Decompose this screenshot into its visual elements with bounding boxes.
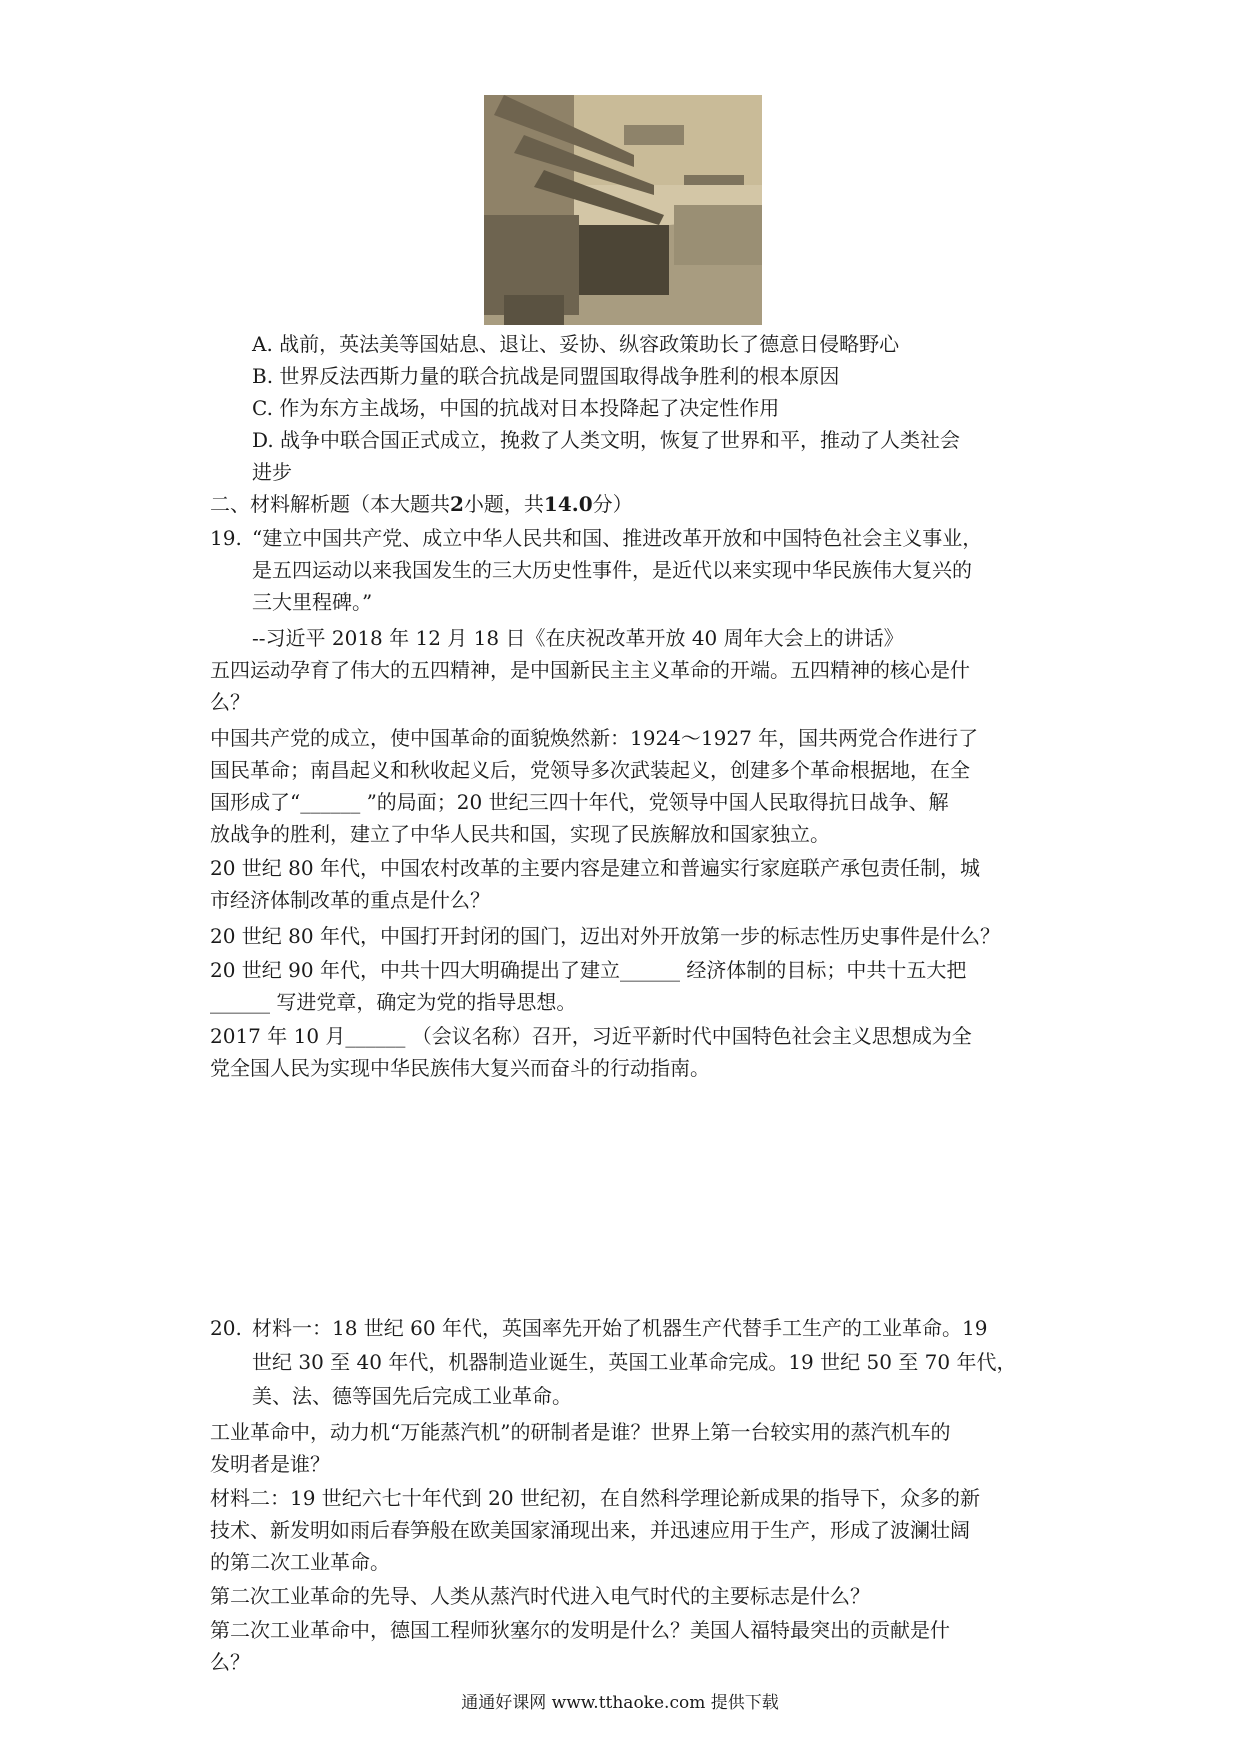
q20-material-1: 材料一：18 世纪 60 年代，英国率先开始了机器生产代替手工生产的工业革命。19 — [252, 1316, 988, 1340]
option-c: C. 作为东方主战场，中国的抗战对日本投降起了决定性作用 — [252, 396, 780, 420]
q20-question-3: 么？ — [210, 1650, 250, 1674]
page-footer: 通通好课网 www.tthaoke.com 提供下载 — [461, 1693, 779, 1713]
q19-part-3: 市经济体制改革的重点是什么？ — [210, 888, 490, 912]
q19-part-1: 五四运动孕育了伟大的五四精神，是中国新民主主义革命的开端。五四精神的核心是什 — [210, 658, 970, 682]
q19-part-4: 20 世纪 80 年代，中国打开封闭的国门，迈出对外开放第一步的标志性历史事件是什么？ — [210, 924, 1000, 948]
q20-material-2: 技术、新发明如雨后春笋般在欧美国家涌现出来，并迅速应用于生产，形成了波澜壮阔 — [210, 1518, 970, 1542]
q20-question-1: 发明者是谁？ — [210, 1452, 330, 1476]
option-a: A. 战前，英法美等国姑息、退让、妥协、纵容政策助长了德意日侵略野心 — [252, 332, 900, 356]
q19-part-5: ______ 写进党章，确定为党的指导思想。 — [210, 990, 577, 1014]
q20-question-2: 第二次工业革命的先导、人类从蒸汽时代进入电气时代的主要标志是什么？ — [210, 1584, 870, 1608]
q20-question-3: 第二次工业革命中，德国工程师狄塞尔的发明是什么？美国人福特最突出的贡献是什 — [210, 1618, 950, 1642]
q19-part-6: 党全国人民为实现中华民族伟大复兴而奋斗的行动指南。 — [210, 1056, 710, 1080]
q20-question-1: 工业革命中，动力机“万能蒸汽机”的研制者是谁？世界上第一台较实用的蒸汽机车的 — [210, 1420, 951, 1444]
option-d-continued: 进步 — [252, 460, 292, 484]
q19-part-3: 20 世纪 80 年代，中国农村改革的主要内容是建立和普遍实行家庭联产承包责任制，城 — [210, 856, 980, 880]
q19-part-6: 2017 年 10 月______ （会议名称）召开，习近平新时代中国特色社会主义思想成为全 — [210, 1024, 972, 1048]
option-d: D. 战争中联合国正式成立，挽救了人类文明，恢复了世界和平，推动了人类社会 — [252, 428, 961, 452]
surrender-ceremony-photo — [484, 95, 762, 325]
q19-quote: 是五四运动以来我国发生的三大历史性事件，是近代以来实现中华民族伟大复兴的 — [252, 558, 972, 582]
question-19-number: 19. — [210, 526, 242, 550]
q19-part-2: 国形成了“______ ”的局面；20 世纪三四十年代，党领导中国人民取得抗日战争、解 — [210, 790, 949, 814]
q19-quote: 三大里程碑。” — [252, 590, 373, 614]
q19-part-1: 么？ — [210, 690, 250, 714]
q20-material-2: 的第二次工业革命。 — [210, 1550, 390, 1574]
q19-part-2: 中国共产党的成立，使中国革命的面貌焕然新：1924～1927 年，国共两党合作进行了 — [210, 726, 979, 750]
q20-material-1: 世纪 30 至 40 年代，机器制造业诞生，英国工业革命完成。19 世纪 50 至 70 年代， — [252, 1350, 1017, 1374]
section-heading: 二、材料解析题（本大题共2小题，共14.0分） — [210, 492, 633, 516]
q19-source: --习近平 2018 年 12 月 18 日《在庆祝改革开放 40 周年大会上的讲话》 — [252, 626, 904, 650]
q19-part-2: 国民革命；南昌起义和秋收起义后，党领导多次武装起义，创建多个革命根据地，在全 — [210, 758, 970, 782]
option-b: B. 世界反法西斯力量的联合抗战是同盟国取得战争胜利的根本原因 — [252, 364, 840, 388]
q20-material-2: 材料二：19 世纪六七十年代到 20 世纪初，在自然科学理论新成果的指导下，众多的新 — [210, 1486, 980, 1510]
question-20-number: 20. — [210, 1316, 242, 1340]
q19-quote: “建立中国共产党、成立中华人民共和国、推进改革开放和中国特色社会主义事业， — [252, 526, 983, 550]
q19-part-2: 放战争的胜利，建立了中华人民共和国，实现了民族解放和国家独立。 — [210, 822, 830, 846]
q20-material-1: 美、法、德等国先后完成工业革命。 — [252, 1384, 572, 1408]
q19-part-5: 20 世纪 90 年代，中共十四大明确提出了建立______ 经济体制的目标；中共十五大把 — [210, 958, 967, 982]
